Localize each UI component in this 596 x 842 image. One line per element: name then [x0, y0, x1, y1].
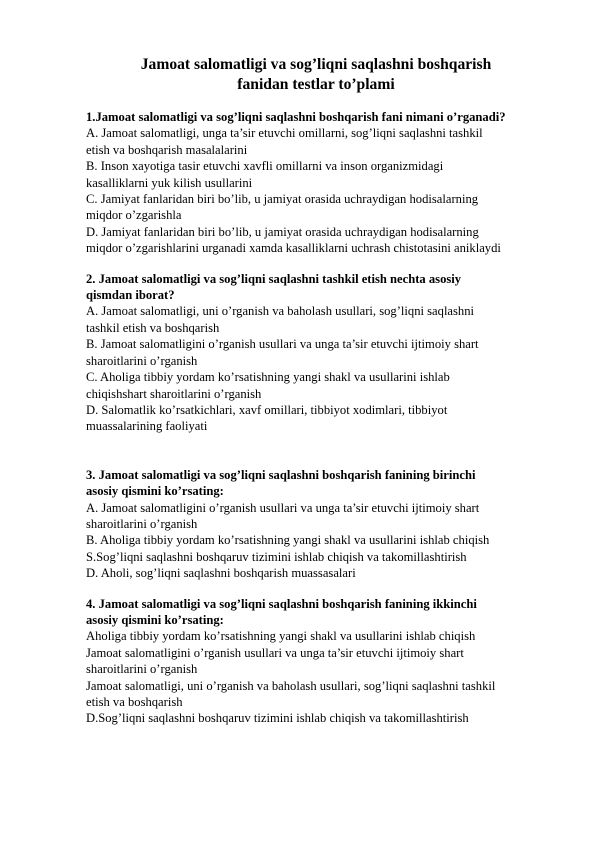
answer-line: tashkil etish va boshqarish: [86, 320, 220, 335]
answer-line: D. Salomatlik ko’rsatkichlari, xavf omillari, tibbiyot xodimlari, tibbiyot: [86, 402, 448, 417]
question-title: qismdan iborat?: [86, 288, 175, 303]
answer-line: B. Inson xayotiga tasir etuvchi xavfli omillarni va inson organizmidagi: [86, 159, 444, 174]
answer-line: A. Jamoat salomatligi, uni o’rganish va baholash usullari, sog’liqni saqlashni: [86, 304, 475, 319]
answer-line: D. Aholi, sog’liqni saqlashni boshqarish muassasalari: [86, 566, 356, 581]
answer-line: Aholiga tibbiy yordam ko’rsatishning yangi shakl va usullarini ishlab chiqish: [86, 629, 476, 644]
answer-line: miqdor o’zgarishlarini urganadi xamda kasalliklarni uchrash chistotasini aniklaydi: [86, 241, 501, 256]
answer-line: C. Aholiga tibbiy yordam ko’rsatishning yangi shakl va usullarini ishlab: [86, 370, 450, 385]
answer-line: C. Jamiyat fanlaridan biri bo’lib, u jamiyat orasida uchraydigan hodisalarning: [86, 192, 479, 207]
answer-line: Jamoat salomatligi, uni o’rganish va baholash usullari, sog’liqni saqlashni tashkil: [86, 678, 496, 693]
answer-line: Jamoat salomatligini o’rganish usullari va unga ta’sir etuvchi ijtimoiy shart: [86, 645, 464, 660]
question-3: [86, 467, 566, 582]
answer-line: A. Jamoat salomatligi, unga ta’sir etuvchi omillarni, sog’liqni saqlashni tashkil: [86, 126, 483, 141]
answer-line: D. Jamiyat fanlaridan biri bo’lib, u jamiyat orasida uchraydigan hodisalarning: [86, 224, 479, 239]
document-title: [86, 55, 566, 95]
question-title: 3. Jamoat salomatligi va sog’liqni saqlashni boshqarish fanining birinchi: [86, 467, 476, 482]
answer-line: B. Jamoat salomatligini o’rganish usullari va unga ta’sir etuvchi ijtimoiy shart: [86, 337, 479, 352]
answer-line: sharoitlarini o’rganish: [86, 662, 198, 677]
answer-line: miqdor o’zgarishla: [86, 208, 182, 223]
answer-line: muassalarining faoliyati: [86, 419, 208, 434]
answer-line: S.Sog’liqni saqlashni boshqaruv tizimini ishlab chiqish va takomillashtirish: [86, 549, 467, 564]
question-title: 4. Jamoat salomatligi va sog’liqni saqlashni boshqarish fanining ikkinchi: [86, 596, 477, 611]
title-line-2: fanidan testlar to’plami: [237, 76, 395, 93]
answer-line: sharoitlarini o’rganish: [86, 353, 198, 368]
question-1: [86, 109, 566, 257]
question-title: asosiy qismini ko’rsating:: [86, 612, 224, 627]
answer-line: D.Sog’liqni saqlashni boshqaruv tizimini ishlab chiqish va takomillashtirish: [86, 711, 469, 726]
answer-line: etish va boshqarish masalalarini: [86, 142, 248, 157]
answer-line: chiqishshart sharoitlarini o’rganish: [86, 386, 262, 401]
question-title: asosiy qismini ko’rsating:: [86, 484, 224, 499]
question-2: [86, 271, 566, 435]
question-4: [86, 596, 566, 727]
answer-line: sharoitlarini o’rganish: [86, 516, 198, 531]
title-line-1: Jamoat salomatligi va sog’liqni saqlashni boshqarish: [140, 56, 492, 73]
answer-line: A. Jamoat salomatligini o’rganish usullari va unga ta’sir etuvchi ijtimoiy shart: [86, 500, 480, 515]
answer-line: B. Aholiga tibbiy yordam ko’rsatishning yangi shakl va usullarini ishlab chiqish: [86, 533, 490, 548]
question-title: 1.Jamoat salomatligi va sog’liqni saqlashni boshqarish fani nimani o’rganadi?: [86, 110, 506, 124]
question-title: 2. Jamoat salomatligi va sog’liqni saqlashni tashkil etish nechta asosiy: [86, 271, 462, 286]
answer-line: etish va boshqarish: [86, 695, 183, 709]
answer-line: kasalliklarni yuk kilish usullarini: [86, 175, 253, 190]
